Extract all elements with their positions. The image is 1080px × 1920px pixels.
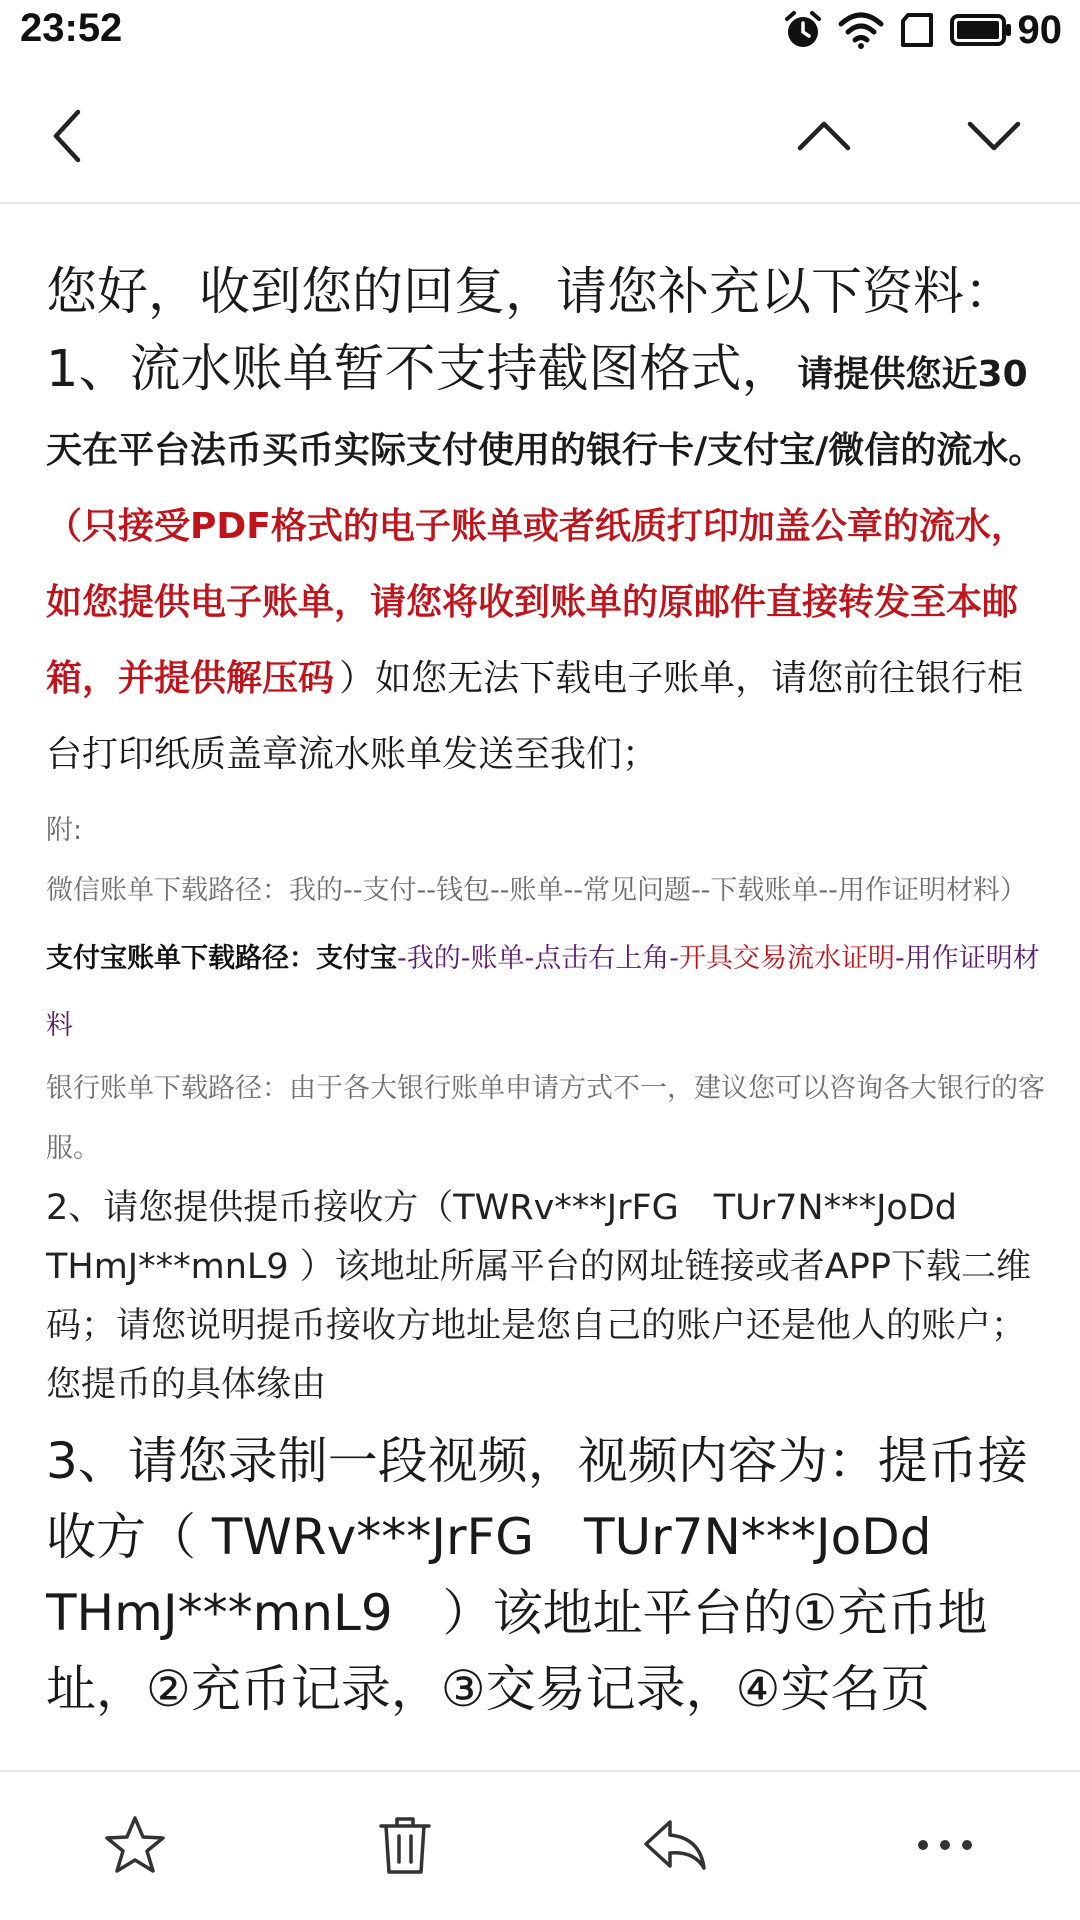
status-bar <box>0 0 1080 62</box>
paragraph-2: 2、请您提供提币接收方（TWRv***JrFG TUr7N***JoDd THmJ***mnL9 ）该地址所属平台的网址链接或者APP下载二维码；请您说明提币接收方地址是您自己的账户还是他人的账户；您提币的具体缘由 <box>46 1188 1031 1405</box>
delete-button[interactable] <box>360 1802 450 1892</box>
next-email-button[interactable] <box>954 98 1034 178</box>
alipay-path-a: -我的-账单-点击右上角- <box>397 943 679 974</box>
alipay-label: 支付宝账单下载路径：支付宝 <box>46 943 397 974</box>
more-button[interactable] <box>900 1802 990 1892</box>
wechat-path: 微信账单下载路径：我的--支付--钱包--账单--常见问题--下载账单--用作证明材料） <box>46 875 1027 906</box>
sim-icon <box>898 12 936 48</box>
reply-icon <box>642 1816 708 1878</box>
bank-path: 银行账单下载路径：由于各大银行账单申请方式不一，建议您可以咨询各大银行的客服。 <box>46 1073 1045 1164</box>
alipay-path-c: -用作证明材料 <box>46 943 1040 1041</box>
battery-level: 90 <box>1017 7 1062 52</box>
paragraph-3: 3、请您录制一段视频，视频内容为：提币接收方（ TWRv***JrFG TUr7N***JoDd THmJ***mnL9 ）该地址平台的①充币地址，②充币记录，③交易记录，④实名页 <box>46 1432 1028 1718</box>
p1-tail: ）如您无法下载电子账单，请您前往银行柜台打印纸质盖章流水账单发送至我们； <box>46 658 1024 775</box>
status-icons <box>782 8 1063 52</box>
alipay-path-b: 开具交易流水证明 <box>678 943 895 974</box>
star-icon <box>103 1814 167 1880</box>
back-button[interactable] <box>28 98 108 178</box>
battery-icon <box>950 13 1012 47</box>
wifi-icon <box>838 10 884 50</box>
previous-email-button[interactable] <box>784 98 864 178</box>
reply-button[interactable] <box>630 1802 720 1892</box>
trash-icon <box>377 1814 433 1880</box>
more-icon <box>915 1837 975 1857</box>
status-time: 23:52 <box>20 6 123 50</box>
back-icon <box>48 106 88 170</box>
star-button[interactable] <box>90 1802 180 1892</box>
alarm-icon <box>782 9 824 51</box>
email-body <box>46 204 1046 1770</box>
attachment-label: 附: <box>46 815 83 846</box>
p1-request: 请提供您近30天在平台法币买币实际支付使用的银行卡/支付宝/微信的流水。 <box>46 354 1045 471</box>
nav-bar <box>0 62 1080 202</box>
previous-icon <box>796 118 852 158</box>
next-icon <box>966 118 1022 158</box>
greeting-line: 您好，收到您的回复，请您补充以下资料： <box>46 263 1016 322</box>
p1-heading: 1、流水账单暂不支持截图格式， <box>46 340 793 399</box>
bottom-toolbar <box>0 1772 1080 1920</box>
p1-red-note: （只接受PDF格式的电子账单或者纸质打印加盖公章的流水，如您提供电子账单，请您将收到账单的原邮件直接转发至本邮箱，并提供解压码 <box>46 506 1027 699</box>
alipay-path <box>46 921 1046 1059</box>
paragraph-1 <box>46 331 1046 793</box>
